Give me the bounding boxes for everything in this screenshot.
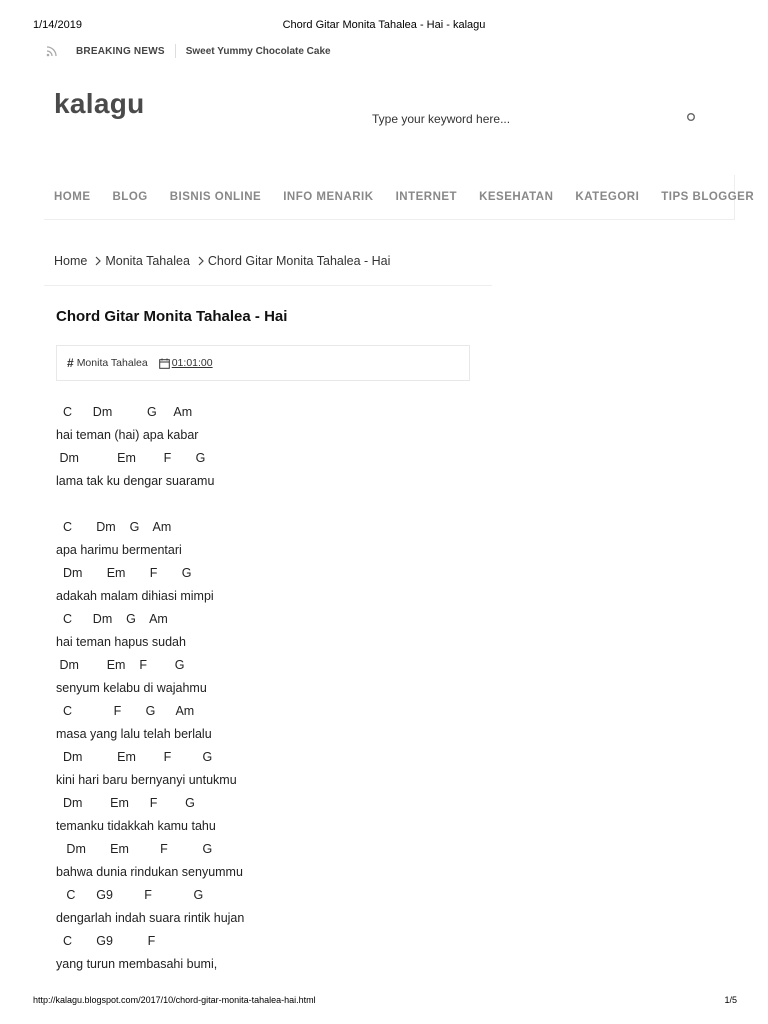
rss-icon <box>46 45 58 57</box>
breadcrumb-home[interactable]: Home <box>54 254 88 268</box>
breaking-news-bar <box>46 44 331 58</box>
lyric-line: masa yang lalu telah berlalu <box>56 727 212 741</box>
lyric-line: apa harimu bermentari <box>56 543 182 557</box>
calendar-icon <box>159 358 170 369</box>
chord-line: Dm Em F G <box>56 750 213 764</box>
chevron-right-icon <box>197 256 205 266</box>
search-icon[interactable] <box>686 112 696 122</box>
search-box <box>372 110 702 130</box>
chord-line: C Dm G Am <box>56 405 193 419</box>
lyric-line: adakah malam dihiasi mimpi <box>56 589 214 603</box>
search-input[interactable] <box>372 112 672 126</box>
lyric-line: dengarlah indah suara rintik hujan <box>56 911 245 925</box>
nav-item-kesehatan[interactable]: KESEHATAN <box>479 191 554 203</box>
lyric-line: lama tak ku dengar suaramu <box>56 474 215 488</box>
print-url: http://kalagu.blogspot.com/2017/10/chord-gitar-monita-tahalea-hai.html <box>33 995 316 1005</box>
breaking-news-label: BREAKING NEWS <box>76 45 165 57</box>
blank-line <box>56 495 244 518</box>
nav-item-kategori[interactable]: KATEGORI <box>575 191 640 203</box>
breadcrumb-item[interactable]: Monita Tahalea <box>105 254 190 268</box>
lyric-line: hai teman hapus sudah <box>56 635 186 649</box>
ticker-divider <box>175 44 176 58</box>
lyric-line: kini hari baru bernyanyi untukmu <box>56 773 237 787</box>
chord-line: C G9 F <box>56 934 156 948</box>
print-page-title: Chord Gitar Monita Tahalea - Hai - kalagu <box>282 19 486 31</box>
post-time-link[interactable]: 01:01:00 <box>171 357 213 369</box>
post-label-link[interactable]: Monita Tahalea <box>76 357 148 369</box>
lyric-line: bahwa dunia rindukan senyummu <box>56 865 243 879</box>
post-meta <box>56 345 470 381</box>
nav-item-internet[interactable]: INTERNET <box>395 191 458 203</box>
lyric-line: temanku tidakkah kamu tahu <box>56 819 216 833</box>
chord-line: Dm Em F G <box>56 842 213 856</box>
chord-line: C F G Am <box>56 704 195 718</box>
breaking-news-link[interactable]: Sweet Yummy Chocolate Cake <box>185 45 331 57</box>
chord-line: C G9 F G <box>56 888 204 902</box>
chord-line: Dm Em F G <box>56 796 195 810</box>
breadcrumb-divider <box>44 285 492 286</box>
chevron-right-icon <box>94 256 102 266</box>
print-page-number: 1/5 <box>724 995 737 1005</box>
main-nav <box>44 175 755 220</box>
chord-line: Dm Em F G <box>56 451 206 465</box>
lyric-line: hai teman (hai) apa kabar <box>56 428 199 442</box>
nav-item-tips-blogger[interactable]: TIPS BLOGGER <box>661 191 755 203</box>
post-title: Chord Gitar Monita Tahalea - Hai <box>56 308 288 325</box>
post-body <box>56 403 244 978</box>
breadcrumb <box>54 254 390 268</box>
lyric-line: senyum kelabu di wajahmu <box>56 681 207 695</box>
site-logo[interactable]: kalagu <box>54 88 145 119</box>
chord-line: Dm Em F G <box>56 658 185 672</box>
chord-line: C Dm G Am <box>56 520 172 534</box>
print-date: 1/14/2019 <box>33 19 82 31</box>
breadcrumb-current: Chord Gitar Monita Tahalea - Hai <box>207 254 391 268</box>
lyric-line: yang turun membasahi bumi, <box>56 957 218 971</box>
hash-icon: # <box>67 356 74 370</box>
chord-line: C Dm G Am <box>56 612 168 626</box>
nav-item-info-menarik[interactable]: INFO MENARIK <box>283 191 374 203</box>
nav-item-bisnis-online[interactable]: BISNIS ONLINE <box>169 191 262 203</box>
nav-item-blog[interactable]: BLOG <box>112 191 148 203</box>
chord-line: Dm Em F G <box>56 566 192 580</box>
nav-item-home[interactable]: HOME <box>54 191 91 203</box>
